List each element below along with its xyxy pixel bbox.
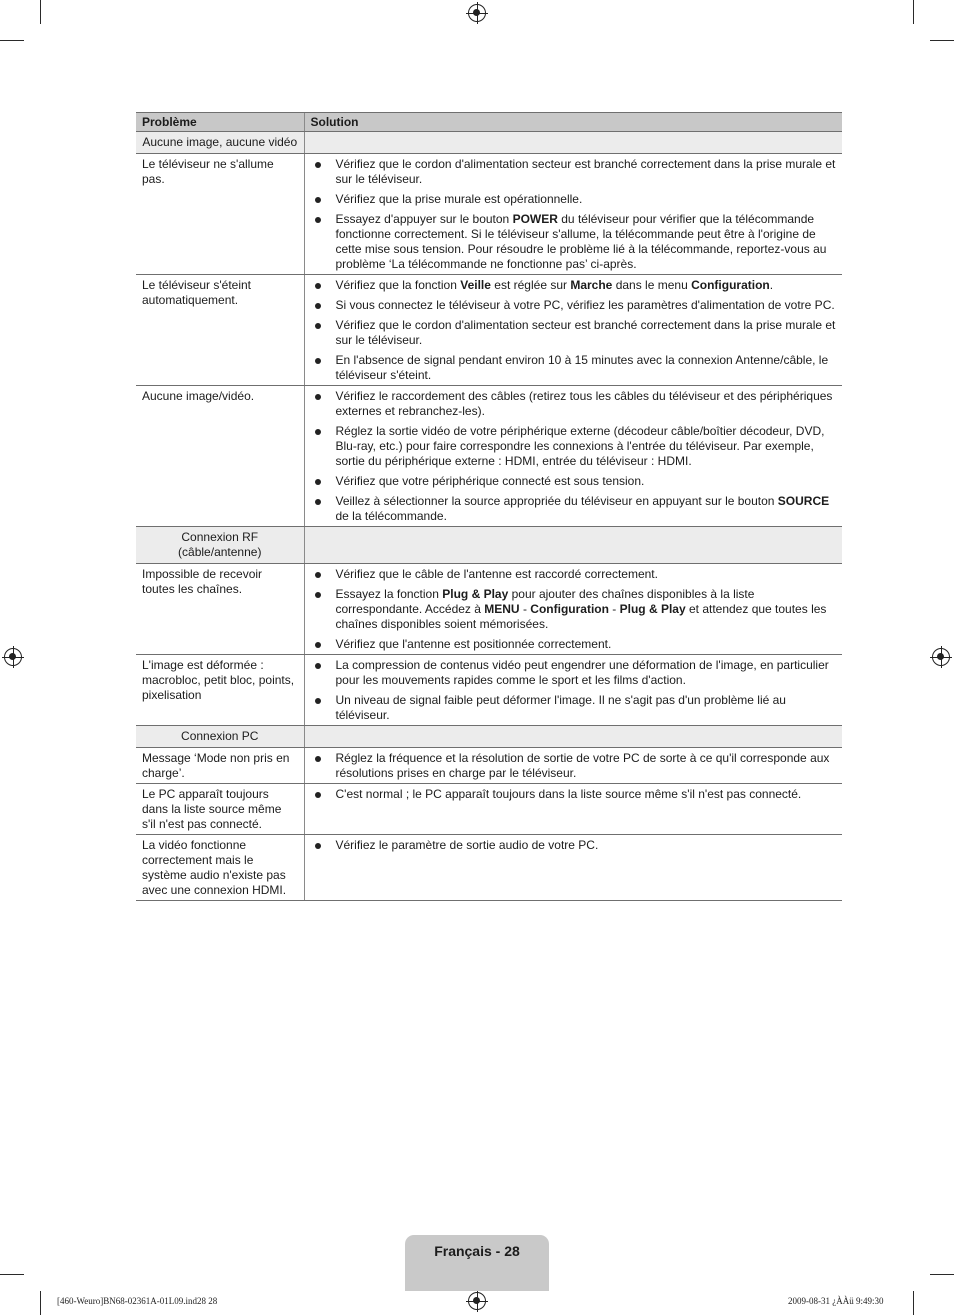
solution-item: La compression de contenus vidéo peut engendrer une déformation de l'image, en particulier pour les mouvements rapides comme le sport et les films d'action. [311,658,837,688]
solution-list [311,567,837,652]
solution-item: Un niveau de signal faible peut déformer l'image. Il ne s'agit pas d'un problème lié au téléviseur. [311,693,837,723]
solution-list [311,278,837,383]
troubleshooting-table [136,112,842,901]
solution-cell [304,386,842,527]
problem-cell: Le PC apparaît toujours dans la liste source même s'il n'est pas connecté. [136,784,304,835]
bold-term: Marche [570,278,613,292]
solution-item: Essayez la fonction Plug & Play pour ajouter des chaînes disponibles à la liste correspondante. Accédez à MENU - Configuration - Plug & Play et attendez que toutes les chaînes disponibles soient mémorisées. [311,587,837,632]
registration-mark-icon [468,4,486,22]
solution-list [311,751,837,781]
problem-cell: L'image est déformée : macrobloc, petit bloc, points, pixelisation [136,655,304,726]
solution-cell [304,655,842,726]
problem-cell: Le téléviseur s'éteint automatiquement. [136,275,304,386]
solution-item: Vérifiez le paramètre de sortie audio de votre PC. [311,838,837,853]
table-row [136,784,842,835]
section-row [136,726,842,748]
table-row [136,748,842,784]
registration-mark-icon [932,648,950,666]
solution-cell [304,835,842,901]
header-solution: Solution [304,113,842,132]
table-row [136,154,842,275]
table-row [136,564,842,655]
solution-cell [304,154,842,275]
solution-list [311,389,837,524]
registration-mark-icon [4,648,22,666]
solution-item: Vérifiez que le cordon d'alimentation secteur est branché correctement dans la prise murale et sur le téléviseur. [311,318,837,348]
solution-item: Réglez la fréquence et la résolution de sortie de votre PC de sorte à ce qu'il corresponde aux résolutions prises en charge par le téléviseur. [311,751,837,781]
crop-mark [930,40,954,41]
solution-cell [304,784,842,835]
solution-item: Essayez d'appuyer sur le bouton POWER du téléviseur pour vérifier que la télécommande fonctionne correctement. Si le téléviseur s'allume, la télécommande peut être à l'origine de cette mise sous tension. Pour résoudre le problème lié à la télécommande, reportez-vous au problème ‘La télécommande ne fonctionne pas’ ci-après. [311,212,837,272]
section-row [136,132,842,154]
footer-timestamp: 2009-08-31 ¿ÀÀü 9:49:30 [788,1296,884,1306]
crop-mark [913,0,914,24]
solution-item: Si vous connectez le téléviseur à votre PC, vérifiez les paramètres d'alimentation de votre PC. [311,298,837,313]
solution-item: Vérifiez le raccordement des câbles (retirez tous les câbles du téléviseur et des périphériques externes et rebranchez-les). [311,389,837,419]
problem-cell: Aucune image/vidéo. [136,386,304,527]
problem-cell: Le téléviseur ne s'allume pas. [136,154,304,275]
table-row [136,655,842,726]
crop-mark [913,1291,914,1315]
solution-item: Vérifiez que votre périphérique connecté est sous tension. [311,474,837,489]
header-problem: Problème [136,113,304,132]
table-row [136,386,842,527]
table-row [136,835,842,901]
bold-term: Plug & Play [619,602,686,616]
solution-item: Vérifiez que l'antenne est positionnée correctement. [311,637,837,652]
section-title: Connexion PC [136,726,304,748]
solution-item: Vérifiez que la fonction Veille est réglée sur Marche dans le menu Configuration. [311,278,837,293]
footer-file-info: [460-Weuro]BN68-02361A-01L09.ind28 28 [57,1296,218,1306]
solution-list [311,838,837,853]
crop-mark [930,1274,954,1275]
crop-mark [0,1274,24,1275]
section-blank-cell [304,527,842,564]
page-number-tab [405,1235,549,1291]
bold-term: Plug & Play [442,587,509,601]
solution-item: Vérifiez que le cordon d'alimentation secteur est branché correctement dans la prise murale et sur le téléviseur. [311,157,837,187]
bold-term: SOURCE [777,494,830,508]
crop-mark [0,40,24,41]
problem-cell: Message ‘Mode non pris en charge’. [136,748,304,784]
section-row [136,527,842,564]
registration-mark-icon [468,1292,486,1310]
solution-item: Vérifiez que la prise murale est opérationnelle. [311,192,837,207]
problem-cell: Impossible de recevoir toutes les chaînes. [136,564,304,655]
table-header-row [136,113,842,132]
table-body [136,132,842,901]
solution-cell [304,564,842,655]
bold-term: MENU [484,602,520,616]
solution-list [311,658,837,723]
solution-item: Veillez à sélectionner la source appropriée du téléviseur en appuyant sur le bouton SOURCE de la télécommande. [311,494,837,524]
section-blank-cell [304,132,842,154]
solution-item: Réglez la sortie vidéo de votre périphérique externe (décodeur câble/boîtier décodeur, DVD, Blu-ray, etc.) pour faire correspondre les connexions à l'entrée du téléviseur. Par exemple, sortie du périphérique externe : HDMI, entrée du téléviseur : HDMI. [311,424,837,469]
solution-item: C'est normal ; le PC apparaît toujours dans la liste source même s'il n'est pas connecté. [311,787,837,802]
bold-term: Configuration [691,278,770,292]
page-label: Français - 28 [434,1243,520,1259]
solution-item: Vérifiez que le câble de l'antenne est raccordé correctement. [311,567,837,582]
problem-cell: La vidéo fonctionne correctement mais le système audio n'existe pas avec une connexion HDMI. [136,835,304,901]
solution-cell [304,748,842,784]
solution-list [311,787,837,802]
table-row [136,275,842,386]
section-blank-cell [304,726,842,748]
bold-term: Configuration [530,602,609,616]
bold-term: Veille [460,278,491,292]
crop-mark [40,1291,41,1315]
solution-list [311,157,837,272]
solution-cell [304,275,842,386]
crop-mark [40,0,41,24]
solution-item: En l'absence de signal pendant environ 10 à 15 minutes avec la connexion Antenne/câble, le téléviseur s'éteint. [311,353,837,383]
bold-term: POWER [512,212,558,226]
section-title: Aucune image, aucune vidéo [136,132,304,154]
section-title: Connexion RF (câble/antenne) [136,527,304,564]
